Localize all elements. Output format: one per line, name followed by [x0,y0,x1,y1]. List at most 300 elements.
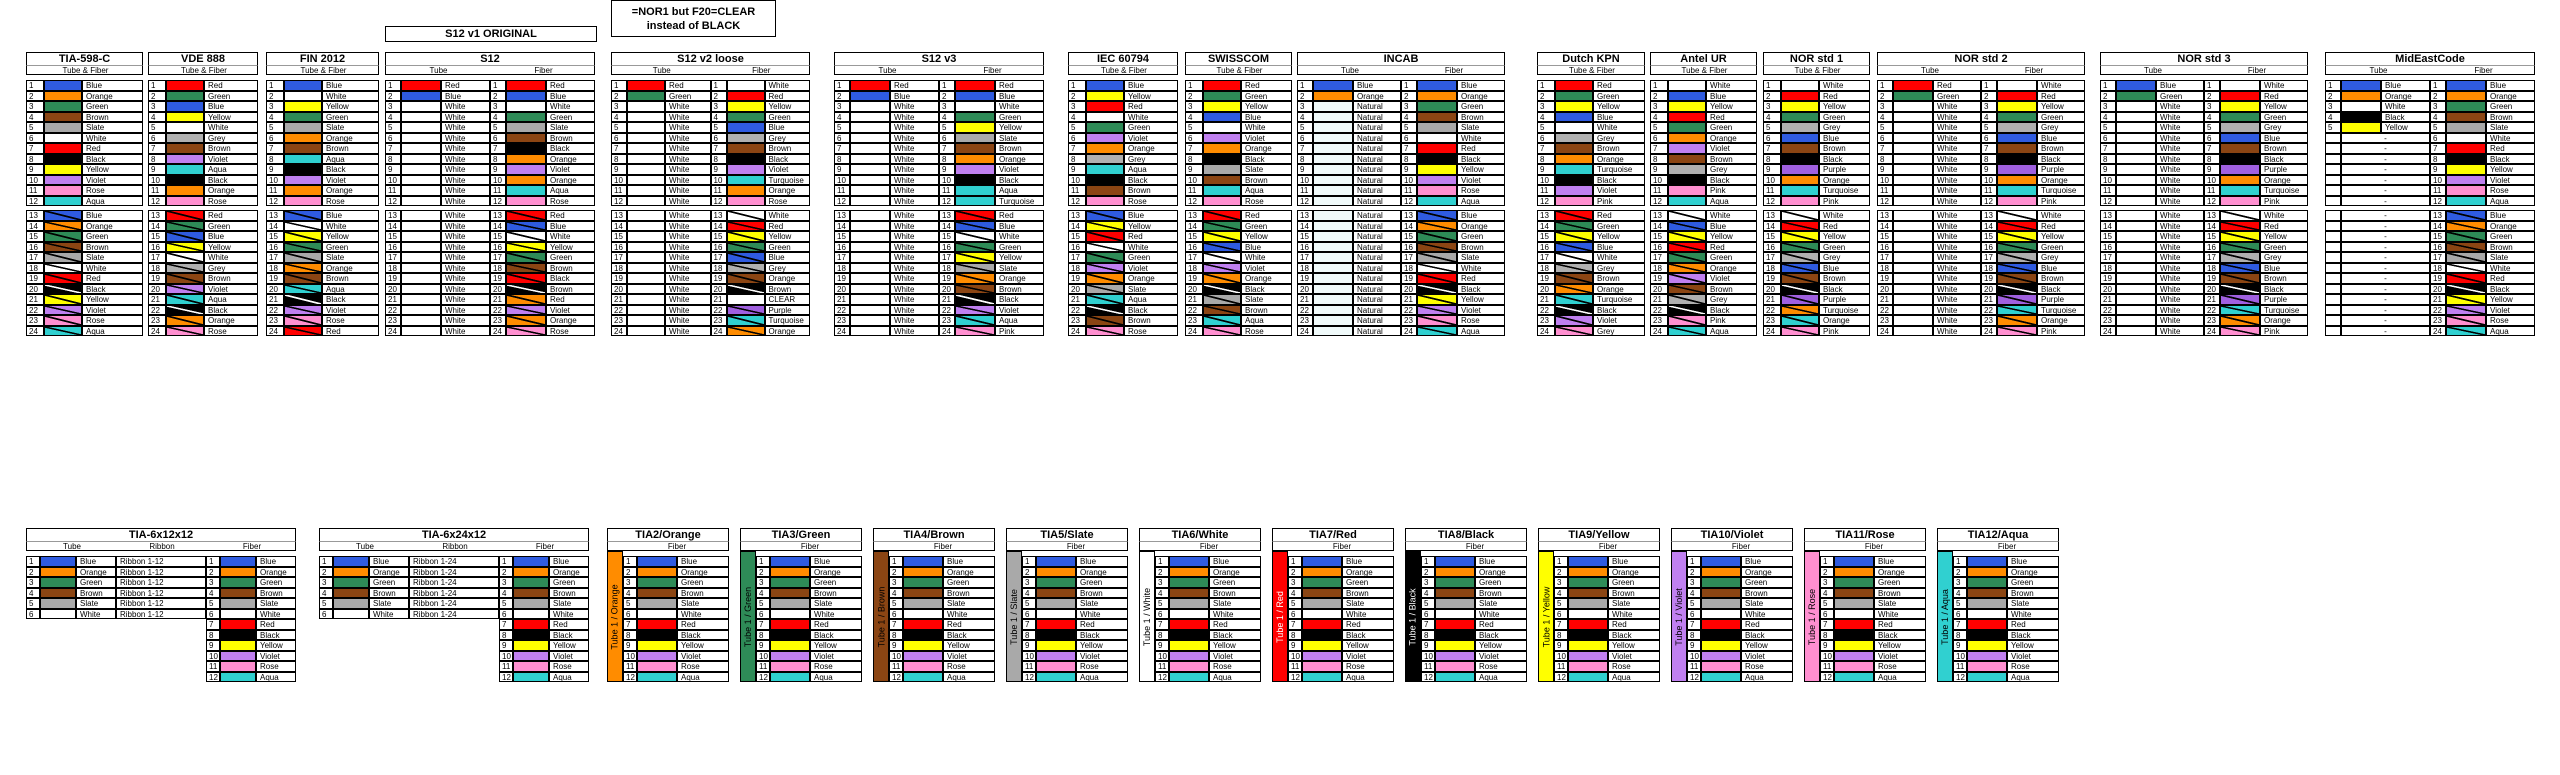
color-swatch [1435,567,1475,578]
tube-number: 6 [611,133,627,144]
color-swatch [637,556,677,567]
tube-number: 23 [2100,315,2116,326]
subheader-label: Fiber [1066,542,1086,551]
color-name: Black [1124,175,1178,186]
color-swatch [1668,242,1706,253]
tube-number: 7 [834,143,850,154]
color-name: Brown [1819,143,1870,154]
fiber-number: 1 [623,556,637,567]
tube-color-name: Natural [1353,164,1401,175]
color-swatch [1086,263,1124,274]
color-swatch [1555,252,1593,263]
color-name: Blue [1076,556,1128,567]
tube-color-name: White [441,273,490,284]
table-tia10-violet [1671,528,1793,758]
color-swatch [1203,91,1241,102]
fiber-number: 3 [1953,577,1967,588]
fiber-number: 10 [1554,651,1568,662]
color-swatch [513,609,549,620]
color-name: Brown [1706,154,1757,165]
tube-number: 10 [1297,175,1313,186]
fiber-number: 11 [1022,661,1036,672]
color-name: Aqua [322,154,379,165]
fiber-number: 22 [26,305,44,316]
color-swatch [220,630,256,641]
tube-color-name: White [1933,196,1981,207]
color-name: Purple [1819,164,1870,175]
color-name: Blue [322,80,379,91]
color-name: Blue [1608,556,1660,567]
color-swatch [1313,175,1353,186]
tube-number: 9 [834,164,850,175]
color-swatch [40,577,76,588]
color-swatch [1555,143,1593,154]
color-name: Slate [1608,598,1660,609]
color-swatch [627,231,665,242]
color-swatch [506,273,546,284]
color-name: Black [2486,284,2535,295]
color-swatch [955,154,995,165]
color-swatch [2116,284,2156,295]
color-swatch [2341,80,2381,91]
color-swatch [44,326,82,337]
fiber-number: 18 [490,263,506,274]
fiber-number: 5 [1820,598,1834,609]
color-swatch [627,143,665,154]
color-name: Red [1209,619,1261,630]
subheader-label: Tube & Fiber [1681,66,1728,75]
fiber-number: 7 [206,619,220,630]
color-name: White [546,231,595,242]
fiber-number: 3 [2204,101,2220,112]
color-swatch [1893,133,1933,144]
color-swatch [1893,231,1933,242]
color-name: Rose [1241,196,1292,207]
color-swatch [1555,294,1593,305]
empty-cell: - [2341,263,2430,274]
color-name: Green [2260,112,2308,123]
color-name: Rose [1124,196,1178,207]
color-name: Slate [1076,598,1128,609]
color-name: Aqua [995,315,1044,326]
color-name: Green [256,577,296,588]
color-name: Aqua [549,672,589,683]
color-swatch [627,122,665,133]
color-swatch [1555,91,1593,102]
color-swatch [1036,619,1076,630]
table-title: Dutch KPN [1537,52,1645,65]
color-name: Red [82,273,143,284]
color-name: Grey [1706,294,1757,305]
color-swatch [1313,210,1353,221]
tube-color-name: White [665,154,711,165]
fiber-number: 4 [148,112,166,123]
color-swatch [1668,101,1706,112]
subheader-label: Tube & Fiber [1794,66,1841,75]
color-name: Black [1608,630,1660,641]
fiber-number: 2 [490,91,506,102]
color-name: Violet [546,164,595,175]
tube-color-name: Green [665,91,711,102]
color-swatch [2220,175,2260,186]
color-swatch [1568,598,1608,609]
color-name: Grey [2260,252,2308,263]
tube-number: 4 [834,112,850,123]
color-swatch [955,101,995,112]
tube-color-name: White [2156,315,2204,326]
fiber-number: 15 [2430,231,2446,242]
color-swatch [727,185,765,196]
color-swatch [1203,284,1241,295]
color-name: Slate [549,598,589,609]
fiber-number: 9 [1981,164,1997,175]
tube-color-name: White [890,164,939,175]
color-name: Yellow [82,294,143,305]
tube-color-name: White [441,294,490,305]
tube-color-name: White [1933,284,1981,295]
color-swatch [2446,284,2486,295]
color-swatch [627,196,665,207]
color-swatch [2446,196,2486,207]
color-swatch [1417,133,1457,144]
fiber-number: 2 [1554,567,1568,578]
fiber-number: 1 [1763,80,1781,91]
fiber-number: 9 [490,164,506,175]
color-swatch [401,143,441,154]
color-name: Violet [995,164,1044,175]
color-name: Black [549,630,589,641]
color-swatch [727,305,765,316]
color-name: Violet [1209,651,1261,662]
fiber-number: 2 [1185,91,1203,102]
fiber-number: 2 [939,91,955,102]
color-swatch [401,80,441,91]
tube-color-name: White [1933,122,1981,133]
color-swatch [1313,91,1353,102]
color-name: Yellow [943,640,995,651]
color-swatch [2116,273,2156,284]
color-name: Turquoise [2037,305,2085,316]
color-name: Slate [1457,122,1505,133]
color-name: Blue [995,221,1044,232]
fiber-number: 8 [889,630,903,641]
color-swatch [1668,122,1706,133]
subheader-label: Fiber [1864,542,1884,551]
tube-number: 12 [2100,196,2116,207]
color-swatch [1555,122,1593,133]
tube-color-name: White [2156,122,2204,133]
tube-number: 4 [26,588,40,599]
color-name: Rose [322,315,379,326]
tube-side-text: Tube 1 / Violet [1674,587,1685,646]
fiber-number: 24 [1068,326,1086,337]
tube-color-name: Natural [1353,185,1401,196]
tube-color-name: White [890,294,939,305]
subheader-label: Fiber [667,542,687,551]
color-name: Yellow [1076,640,1128,651]
tube-number: 19 [834,273,850,284]
color-swatch [401,185,441,196]
tube-side-text: Tube 1 / White [1142,587,1153,646]
color-swatch [1417,175,1457,186]
color-name: Rose [677,661,729,672]
color-name: Grey [1593,326,1645,337]
color-swatch [1417,252,1457,263]
color-swatch [1417,101,1457,112]
fiber-number: 10 [490,175,506,186]
color-swatch [401,252,441,263]
color-swatch [220,609,256,620]
color-swatch [1417,305,1457,316]
table-subheader [740,541,862,551]
fiber-number: 23 [711,315,727,326]
color-swatch [284,284,322,295]
tube-number: 9 [611,164,627,175]
fiber-number: 2 [1288,567,1302,578]
tube-color-name: White [890,196,939,207]
color-swatch [727,101,765,112]
color-name: Aqua [256,672,296,683]
tube-number [2325,164,2341,175]
fiber-number: 11 [490,185,506,196]
fiber-number: 8 [1155,630,1169,641]
color-swatch [506,112,546,123]
color-swatch [1967,598,2007,609]
fiber-number: 1 [26,80,44,91]
fiber-number: 11 [1554,661,1568,672]
color-swatch [284,305,322,316]
ribbon-range: Ribbon 1-24 [409,609,499,620]
color-swatch [40,567,76,578]
fiber-number: 5 [1068,122,1086,133]
fiber-number: 18 [2204,263,2220,274]
fiber-number: 4 [1763,112,1781,123]
table-title: VDE 888 [148,52,258,65]
fiber-number: 13 [266,210,284,221]
fiber-number: 5 [1650,122,1668,133]
color-swatch [1313,284,1353,295]
fiber-number: 22 [2430,305,2446,316]
color-swatch [506,80,546,91]
color-name: Orange [1819,315,1870,326]
color-swatch [284,133,322,144]
subheader-label: Fiber [1731,542,1751,551]
color-swatch [627,294,665,305]
fiber-number: 17 [711,252,727,263]
color-swatch [2116,143,2156,154]
tube-number: 20 [1297,284,1313,295]
tube-number [2325,154,2341,165]
fiber-number: 12 [1022,672,1036,683]
color-swatch [1555,284,1593,295]
color-name: Orange [1124,143,1178,154]
fiber-number: 7 [2430,143,2446,154]
color-swatch [2446,231,2486,242]
color-name: Brown [322,143,379,154]
color-name: Rose [2486,185,2535,196]
color-swatch [1313,133,1353,144]
color-name: Black [2260,284,2308,295]
color-swatch [1313,273,1353,284]
color-swatch [955,175,995,186]
color-swatch [2220,221,2260,232]
table-title: IEC 60794 [1068,52,1178,65]
color-swatch [401,122,441,133]
color-name: Rose [1209,661,1261,672]
color-swatch [1313,231,1353,242]
subheader-label: Fiber [1997,542,2017,551]
color-swatch [1169,672,1209,683]
fiber-number: 11 [1650,185,1668,196]
color-swatch [401,164,441,175]
color-name: Aqua [1706,326,1757,337]
color-name: Orange [1741,567,1793,578]
color-name: Green [2486,101,2535,112]
tube-color-name: White [665,143,711,154]
color-name: Brown [1342,588,1394,599]
color-swatch [1086,101,1124,112]
fiber-number: 12 [2430,196,2446,207]
tube-number: 12 [834,196,850,207]
color-swatch [1893,196,1933,207]
fiber-number: 17 [1185,252,1203,263]
fiber-number: 4 [1068,112,1086,123]
fiber-number: 14 [1763,221,1781,232]
color-swatch [1169,651,1209,662]
color-name: White [1124,242,1178,253]
table-subheader [1650,65,1757,75]
color-swatch [1668,326,1706,337]
fiber-number: 20 [266,284,284,295]
color-swatch [1997,231,2037,242]
fiber-number: 1 [1981,80,1997,91]
table-title: TIA4/Brown [873,528,995,541]
fiber-number: 7 [711,143,727,154]
color-name: Black [810,630,862,641]
fiber-number: 3 [889,577,903,588]
table-title: TIA12/Aqua [1937,528,2059,541]
color-swatch [2220,133,2260,144]
color-name: Green [1819,242,1870,253]
tube-color-name: White [1933,185,1981,196]
color-swatch [1417,273,1457,284]
tube-color-name: Orange [369,567,409,578]
tube-number: 1 [319,556,333,567]
color-swatch [1834,619,1874,630]
color-name: Violet [82,305,143,316]
color-swatch [1036,672,1076,683]
color-swatch [1701,588,1741,599]
color-name: Aqua [810,672,862,683]
ribbon-range: Ribbon 1-12 [116,567,206,578]
color-name: Blue [204,101,258,112]
fiber-number: 5 [1185,122,1203,133]
color-swatch [401,315,441,326]
tube-number: 1 [834,80,850,91]
color-swatch [1967,619,2007,630]
tube-color-name: White [665,196,711,207]
fiber-number: 5 [1022,598,1036,609]
color-swatch [955,122,995,133]
color-swatch [2220,112,2260,123]
table-subheader [1006,541,1128,551]
color-swatch [637,588,677,599]
color-swatch [627,252,665,263]
subheader-label: Fiber [1199,542,1219,551]
fiber-number: 12 [939,196,955,207]
color-name: Red [546,294,595,305]
fiber-number: 14 [1537,221,1555,232]
fiber-number: 6 [1763,133,1781,144]
empty-cell: - [2341,164,2430,175]
tube-color-name: White [441,101,490,112]
color-swatch [627,263,665,274]
color-name: Green [995,242,1044,253]
fiber-number: 6 [1953,609,1967,620]
fiber-number: 15 [1068,231,1086,242]
fiber-number: 12 [1687,672,1701,683]
fiber-number: 10 [1981,175,1997,186]
fiber-number: 2 [1421,567,1435,578]
color-swatch [166,164,204,175]
color-name: Green [2037,242,2085,253]
tube-color-name: Blue [2381,80,2430,91]
color-name: Slate [1124,284,1178,295]
fiber-number: 15 [1763,231,1781,242]
fiber-number: 13 [26,210,44,221]
table-tia6-white [1139,528,1261,758]
fiber-number: 24 [148,326,166,337]
color-name: Yellow [1241,231,1292,242]
color-name: Brown [82,242,143,253]
color-swatch [770,609,810,620]
color-name: White [1608,609,1660,620]
tube-color-name: Blue [369,556,409,567]
color-swatch [2220,210,2260,221]
color-name: Yellow [995,252,1044,263]
tube-number: 18 [834,263,850,274]
fiber-number: 16 [490,242,506,253]
color-swatch [401,221,441,232]
color-name: Violet [1457,305,1505,316]
color-name: Brown [2007,588,2059,599]
color-name: Violet [1124,133,1178,144]
fiber-number: 2 [1981,91,1997,102]
color-swatch [1997,273,2037,284]
color-swatch [1036,577,1076,588]
color-swatch [1313,242,1353,253]
color-name: Slate [1241,294,1292,305]
tube-number: 17 [611,252,627,263]
color-name: Red [322,326,379,337]
color-swatch [284,196,322,207]
color-name: Red [1241,80,1292,91]
color-swatch [1435,609,1475,620]
ribbon-range: Ribbon 1-12 [116,588,206,599]
tube-color-name: White [441,196,490,207]
empty-cell: - [2341,284,2430,295]
fiber-number: 17 [266,252,284,263]
tube-number [2325,210,2341,221]
color-name: Red [765,221,811,232]
tube-color-name: Slate [369,598,409,609]
tube-color-name: White [2156,221,2204,232]
color-name: Blue [677,556,729,567]
color-name: Violet [1874,651,1926,662]
color-swatch [627,326,665,337]
color-name: Slate [1457,252,1505,263]
color-swatch [506,122,546,133]
